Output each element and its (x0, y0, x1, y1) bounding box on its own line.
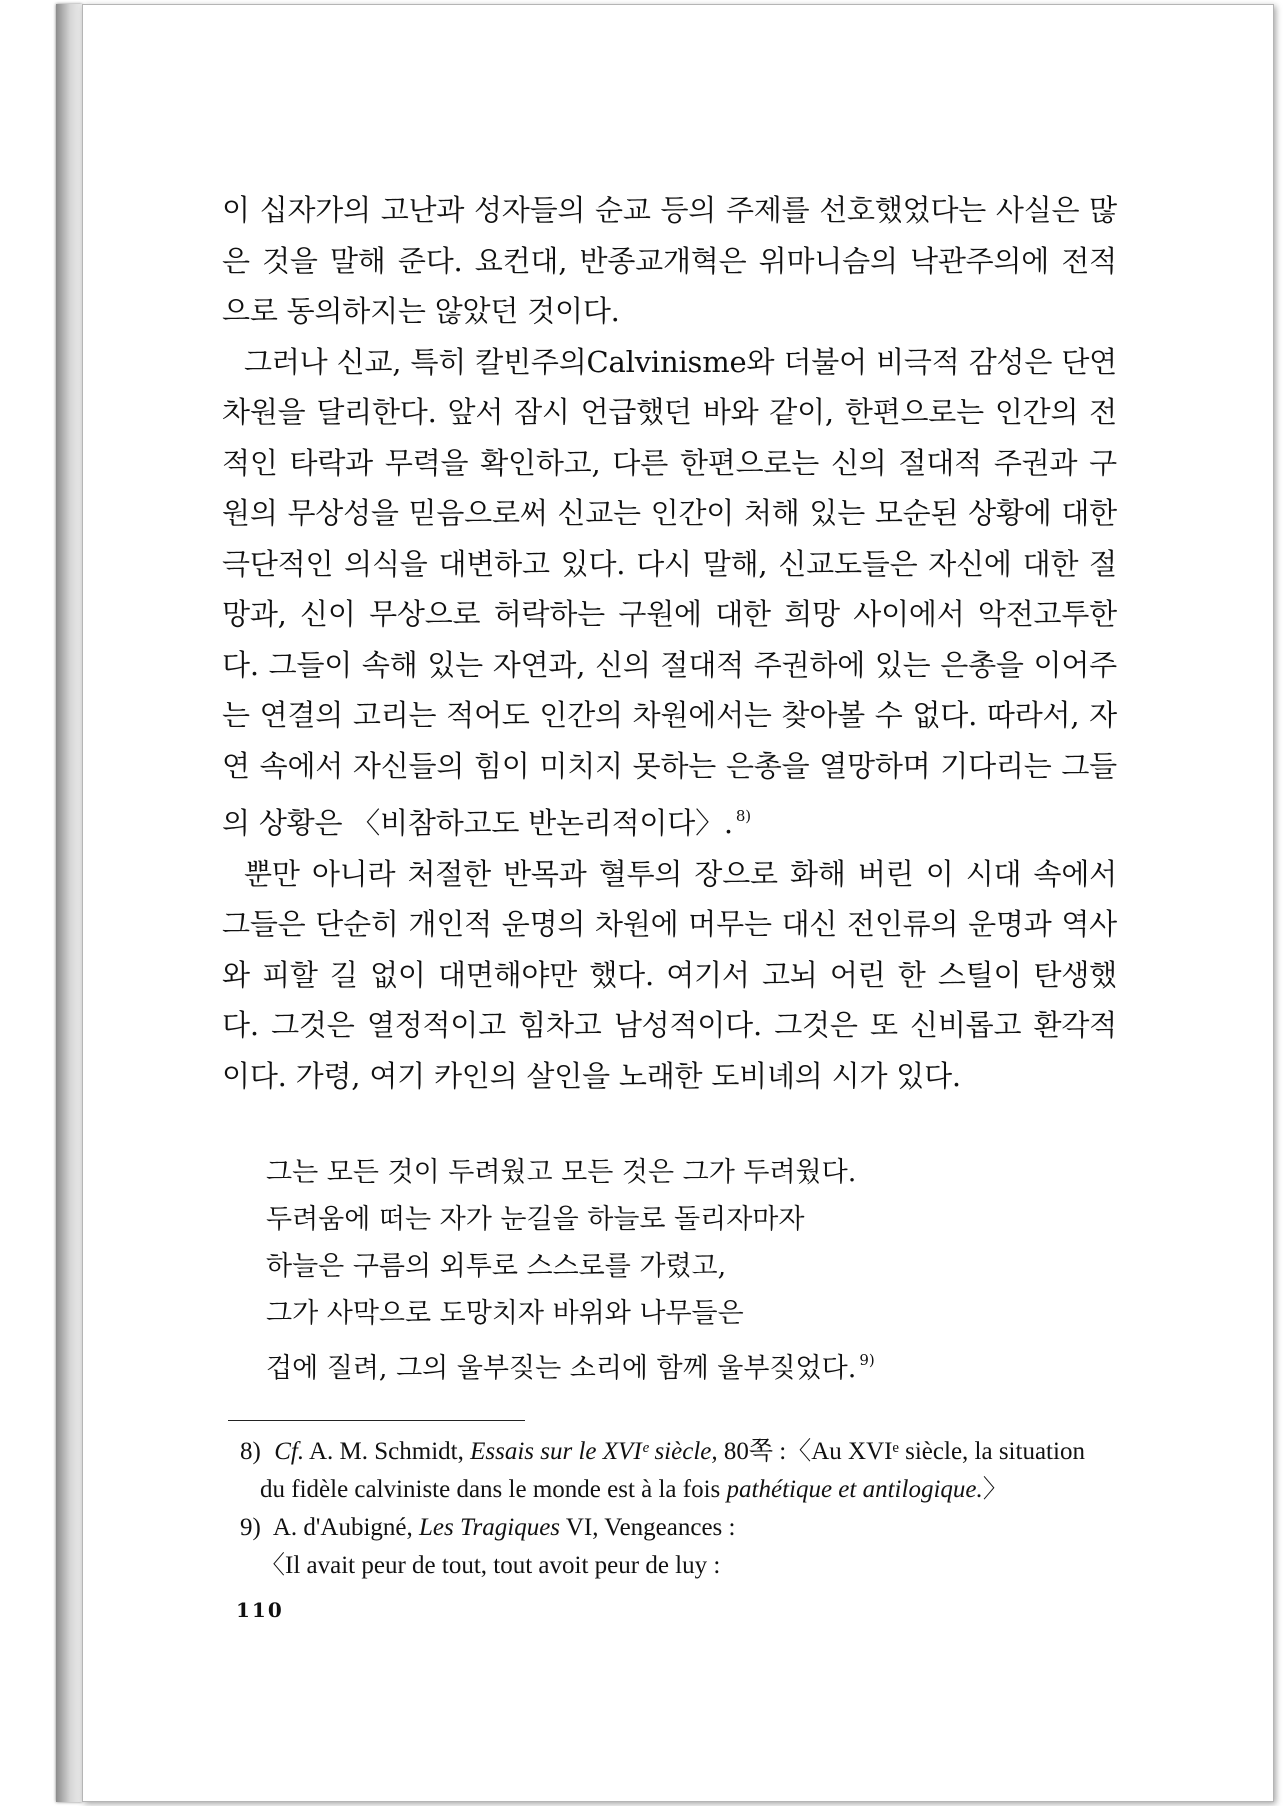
poem-line: 두려움에 떠는 자가 눈길을 하늘로 돌리자마자 (266, 1204, 805, 1235)
footnote-8-author: A. M. Schmidt, (309, 1438, 464, 1465)
footnote-8-number: 8) (240, 1438, 261, 1465)
footnote-8-line2: du fidèle calviniste dans le monde est à la fois (260, 1476, 721, 1503)
poem-line: 그는 모든 것이 두려웠고 모든 것은 그가 두려웠다. (266, 1157, 857, 1188)
poem-line: 하늘은 구름의 외투로 스스로를 가렸고, (266, 1251, 727, 1282)
footnote-9-rest: VI, Vengeances : (565, 1514, 736, 1541)
page-number: 110 (236, 1598, 284, 1622)
footnote-8-quote-start: 〈Au XVIᵉ siècle, la situation (786, 1438, 1085, 1465)
footnote-8 (222, 1433, 1117, 1471)
footnote-divider (228, 1420, 525, 1421)
poem-line-last (266, 1337, 1117, 1392)
page-body (222, 185, 1117, 1585)
paragraph-2 (222, 337, 1117, 849)
book-spine (56, 4, 82, 1802)
paragraph-1: 이 십자가의 고난과 성자들의 순교 등의 주제를 선호했었다는 사실은 많은 것을 말해 준다. 요컨대, 반종교개혁은 위마니슴의 낙관주의에 전적으로 동의하지는 않았던 것이다. (222, 193, 1117, 328)
footnote-8-close: 〉 (982, 1476, 1008, 1503)
paragraph-2-text: 그러나 신교, 특히 칼빈주의Calvinisme와 더불어 비극적 감성은 단연 차원을 달리한다. 앞서 잠시 언급했던 바와 같이, 한편으로는 인간의 전적인 타락과 무력을 확인하고, 다른 한편으로는 신의 절대적 주권과 구원의 무상성을 믿음으로써 신교는 인간이 처해 있는 모순된 상황에 대한 극단적인 의식을 대변하고 있다. 다시 말해, 신교도들은 자신에 대한 절망과, 신이 무상으로 허락하는 구원에 대한 희망 사이에서 악전고투한다. 그들이 속해 있는 자연과, 신의 절대적 주권하에 있는 은총을 이어주는 연결의 고리는 적어도 인간의 차원에서는 찾아볼 수 없다. 따라서, 자연 속에서 자신들의 힘이 미치지 못하는 은총을 열망하며 기다리는 그들의 상황은 〈비참하고도 반논리적이다〉. (222, 344, 1117, 840)
footnote-8-title: Essais sur le XVIᵉ siècle, (470, 1438, 718, 1465)
paragraph-3: 뿐만 아니라 처절한 반목과 혈투의 장으로 화해 버린 이 시대 속에서 그들은 단순히 개인적 운명의 차원에 머무는 대신 전인류의 운명과 역사와 피할 길 없이 대면해야만 했다. 여기서 고뇌 어린 한 스틸이 탄생했다. 그것은 열정적이고 힘차고 남성적이다. 그것은 또 신비롭고 환각적이다. 가령, 여기 카인의 살인을 노래한 도비녜의 시가 있다. (222, 856, 1117, 1093)
footnote-9-number: 9) (240, 1514, 261, 1541)
footnote-ref-8[interactable]: 8) (735, 807, 751, 825)
footnote-8-cf: Cf. (274, 1438, 305, 1465)
poem-quote (266, 1149, 1117, 1392)
poem-line: 그가 사막으로 도망치자 바위와 나무들은 (266, 1298, 744, 1329)
footnote-8-italic: pathétique et antilogique. (726, 1476, 983, 1503)
footnote-9-line2: 〈Il avait peur de tout, tout avoit peur de luy : (260, 1552, 721, 1579)
footnote-9 (222, 1509, 1117, 1547)
footnote-9-title: Les Tragiques (419, 1514, 561, 1541)
footnote-ref-9[interactable]: 9) (859, 1351, 875, 1369)
footnote-8-continued (222, 1471, 1117, 1509)
footnotes (222, 1433, 1117, 1585)
footnote-9-author: A. d'Aubigné, (272, 1514, 413, 1541)
footnote-8-page: 80쪽 : (723, 1438, 787, 1465)
poem-line-text: 겁에 질려, 그의 울부짖는 소리에 함께 울부짖었다. (266, 1353, 857, 1384)
footnote-9-continued (222, 1547, 1117, 1585)
